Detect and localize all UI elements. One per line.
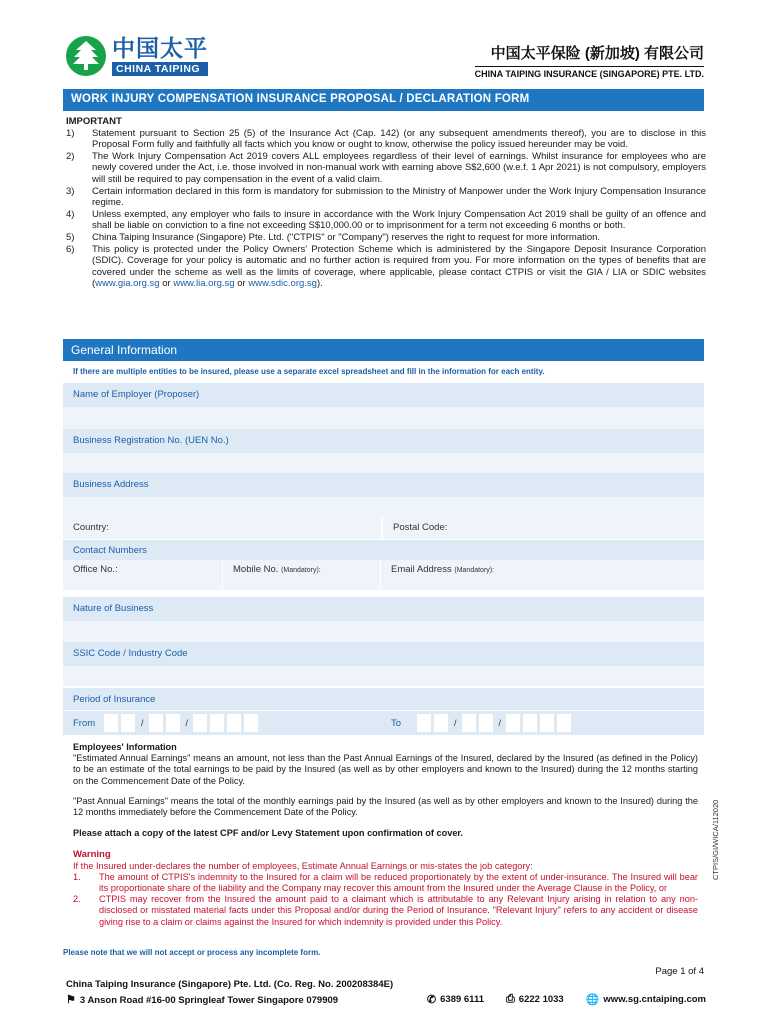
date-digit-box[interactable] [103, 713, 119, 733]
date-digit-box[interactable] [226, 713, 242, 733]
past-annual-earnings-definition: "Past Annual Earnings" means the total of the monthly earnings paid by the Insured (as well as by other employers and known to the Insured) during the 12 months immediately before the Commencement Date of the Policy. [73, 795, 698, 818]
important-heading: IMPORTANT [66, 116, 122, 127]
pine-tree-logo-icon [66, 36, 106, 76]
date-digit-box[interactable] [522, 713, 538, 733]
incomplete-form-note: Please note that we will not accept or process any incomplete form. [63, 948, 321, 957]
warning-heading: Warning [73, 849, 111, 861]
contact-numbers-row [63, 560, 704, 590]
email-address-field[interactable]: Email Address (Mandatory): [391, 564, 495, 575]
contact-numbers-label: Contact Numbers [63, 540, 704, 560]
page-header [0, 0, 770, 88]
globe-icon: 🌐 [585, 994, 600, 1006]
date-digit-box[interactable] [192, 713, 208, 733]
page-footer [66, 979, 706, 1006]
important-item: 3) Certain information declared in this form is mandatory for submission to the Ministry of Manpower under the Work Injury Compensation Insurance regime. [66, 185, 706, 209]
mobile-number-field[interactable]: Mobile No. (Mandatory): [223, 560, 381, 590]
important-section [66, 116, 706, 290]
footer-company-registration: China Taiping Insurance (Singapore) Pte. Ltd. (Co. Reg. No. 200208384E) [66, 979, 394, 990]
date-digit-box[interactable] [461, 713, 477, 733]
nature-of-business-label: Nature of Business [63, 597, 704, 621]
date-digit-box[interactable] [539, 713, 555, 733]
date-digit-box[interactable] [165, 713, 181, 733]
estimated-annual-earnings-definition: "Estimated Annual Earnings" means an amount, not less than the Past Annual Earnings of the Insured, declared by the Insured (as defined in the Policy) to be an estimate of the total earnings to be paid by the Insured (as well as by other employers and known to the Insured) during the 12 months starting on the Commencement Date of the Policy. [73, 753, 698, 786]
date-digit-box[interactable] [478, 713, 494, 733]
attach-cpf-statement-note: Please attach a copy of the latest CPF and/or Levy Statement upon confirmation of cover. [73, 828, 464, 839]
sdic-link[interactable]: www.sdic.org.sg [248, 278, 317, 290]
warning-item: 2. CTPIS may recover from the Insured the amount paid to a claimant which is attributable to any Relevant Injury arising in relation to any non-disclosed or misstated material facts under this Proposal and/or during the Period of Insurance. "Relevant Injury" refers to any accident or disease giving rise to a claim or claims against the Insured for which indemnity is provided under this Policy. [73, 894, 698, 927]
employer-name-label: Name of Employer (Proposer) [63, 383, 704, 407]
postal-code-field[interactable]: Postal Code: [383, 517, 704, 539]
period-of-insurance-label: Period of Insurance [63, 688, 704, 710]
uen-label: Business Registration No. (UEN No.) [63, 429, 704, 453]
warning-intro: If the Insured under-declares the number of employees, Estimate Annual Earnings or mis-states the job category: [73, 860, 533, 871]
important-item: 6) This policy is protected under the Policy Owners' Protection Scheme which is administered by the Singapore Deposit Insurance Corporation (SDIC). Coverage for your policy is automatic and no further action is required from you. For more information on the types of benefits that are covered under the scheme as well as the limits of coverage, where applicable, please contact CTPIS or visit the GIA / LIA or SDIC websites (www.gia.org.sg or www.lia.org.sg or www.sdic.org.sg). [66, 243, 706, 290]
company-name-english: CHINA TAIPING INSURANCE (SINGAPORE) PTE. LTD. [475, 66, 704, 79]
warning-item: 1. The amount of CTPIS's indemnity to the Insured for a claim will be reduced proportionately by the extent of under-insurance. The Insured will bear its proportionate share of the liability and the Company may recover this amount from the Insured under the Average Clause in the Policy, or [73, 871, 698, 894]
uen-field[interactable] [63, 453, 704, 473]
footer-address: ⚑ 3 Anson Road #16-00 Springleaf Tower Singapore 079909 [66, 994, 339, 1006]
ssic-code-field[interactable] [63, 666, 704, 686]
general-information-heading: General Information [63, 339, 704, 361]
fax-icon: ⎙ [505, 993, 515, 1005]
date-digit-box[interactable] [505, 713, 521, 733]
country-field[interactable]: Country: [63, 517, 381, 539]
employer-name-field[interactable] [63, 407, 704, 429]
page-number: Page 1 of 4 [655, 966, 704, 977]
footer-phone[interactable]: ✆ 6389 6111 [426, 994, 484, 1006]
form-title: WORK INJURY COMPENSATION INSURANCE PROPOSAL / DECLARATION FORM [63, 89, 704, 111]
important-item: 4) Unless exempted, any employer who fails to insure in accordance with the Work Injury Compensation Act 2019 shall be guilty of an offence and shall be liable on conviction to a fine not exceeding S$10,000.00 or to imprisonment for a term not exceeding 6 months or both. [66, 208, 706, 232]
important-item: 5) China Taiping Insurance (Singapore) Pte. Ltd. ("CTPIS" or "Company") reserves the right to request for more information. [66, 231, 601, 243]
logo-english-text: CHINA TAIPING [112, 62, 208, 76]
nature-of-business-field[interactable] [63, 621, 704, 642]
to-date-input[interactable]: / / [416, 713, 573, 733]
location-pin-icon: ⚑ [66, 994, 76, 1006]
office-number-field[interactable]: Office No.: [63, 560, 223, 590]
warning-section [73, 849, 698, 927]
china-taiping-logo [66, 36, 208, 76]
employees-information-heading: Employees' Information [73, 742, 177, 752]
date-digit-box[interactable] [433, 713, 449, 733]
footer-fax: ⎙ 6222 1033 [505, 993, 564, 1005]
important-item: 1) Statement pursuant to Section 25 (5) of the Insurance Act (Cap. 142) (or any subsequent amendments thereof), you are to disclose in this Proposal Form fully and faithfully all facts which you know or ought to know, otherwise the policy issued hereunder may be void. [66, 127, 706, 151]
date-digit-box[interactable] [120, 713, 136, 733]
country-postal-row [63, 517, 704, 539]
date-digit-box[interactable] [209, 713, 225, 733]
form-reference-code: CTPIS/GI/WICA/112020 [711, 799, 720, 880]
from-date-input[interactable]: / / [103, 713, 381, 733]
ssic-code-label: SSIC Code / Industry Code [63, 642, 704, 666]
date-digit-box[interactable] [243, 713, 259, 733]
employees-information-section [73, 742, 698, 928]
to-label: To [391, 717, 402, 729]
business-address-label: Business Address [63, 473, 704, 497]
company-name-chinese: 中国太平保险 (新加坡) 有限公司 [490, 45, 704, 62]
period-of-insurance-row [63, 711, 704, 735]
date-digit-box[interactable] [416, 713, 432, 733]
logo-chinese-text: 中国太平 [112, 35, 208, 61]
lia-link[interactable]: www.lia.org.sg [173, 278, 235, 290]
gia-link[interactable]: www.gia.org.sg [95, 278, 160, 290]
date-digit-box[interactable] [556, 713, 572, 733]
from-label: From [73, 717, 96, 729]
important-item: 2) The Work Injury Compensation Act 2019 covers ALL employees regardless of their level of earnings. Whilst insurance for employees who are newly covered under the Act, i.e. those involved in non-manual work with earning above S$2,600 (w.e.f. 1 Apr 2021) is not compulsory, employers will still be required to pay compensation in the event of a valid claim. [66, 150, 706, 185]
phone-icon: ✆ [426, 994, 437, 1006]
footer-website[interactable]: 🌐 www.sg.cntaiping.com [585, 994, 706, 1006]
multiple-entities-note: If there are multiple entities to be insured, please use a separate excel spreadsheet and fill in the information for each entity. [73, 367, 545, 376]
company-name-block [475, 42, 704, 79]
business-address-field[interactable] [63, 497, 704, 517]
date-digit-box[interactable] [148, 713, 164, 733]
